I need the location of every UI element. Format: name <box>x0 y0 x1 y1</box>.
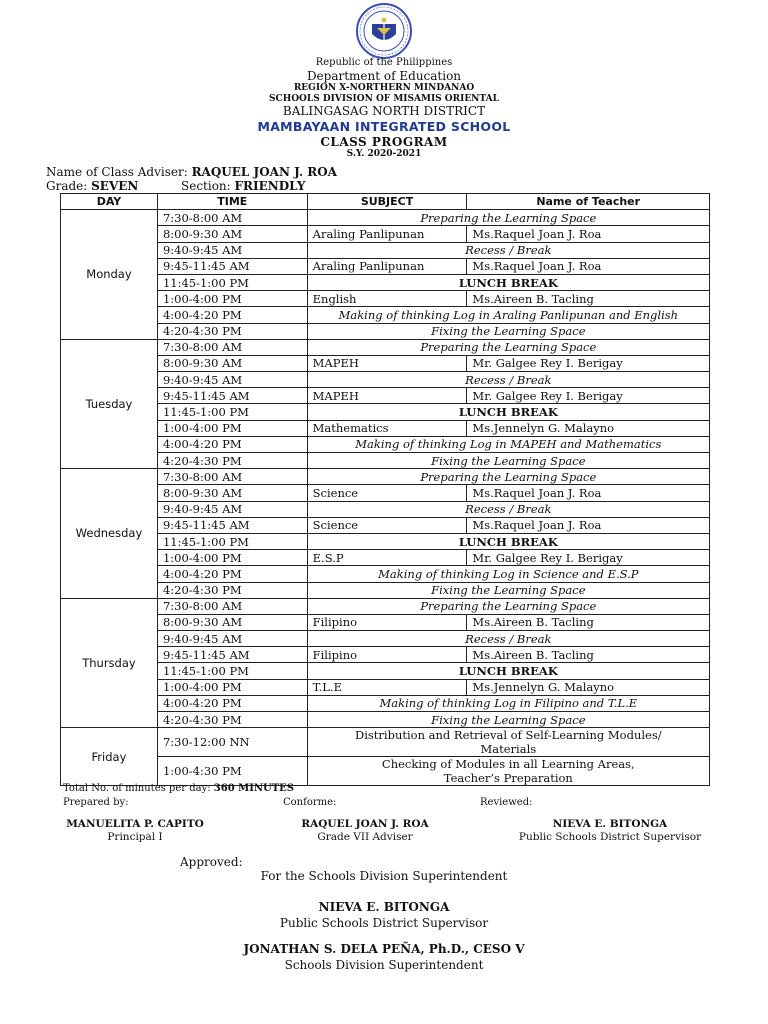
activity-cell: Making of thinking Log in MAPEH and Mathematics <box>307 436 709 452</box>
subject-cell: MAPEH <box>307 355 467 371</box>
deped-seal-icon <box>355 2 413 60</box>
table-row <box>61 258 710 274</box>
activity-cell: Making of thinking Log in Araling Panlipunan and English <box>307 307 709 323</box>
prepared-by-label: Prepared by: <box>63 797 129 808</box>
subject-cell: MAPEH <box>307 388 467 404</box>
activity-line: Checking of Modules in all Learning Areas, <box>381 757 635 772</box>
time-cell: 9:40-9:45 AM <box>157 242 307 258</box>
subject-cell: Filipino <box>307 614 467 630</box>
teacher-cell: Ms.Jennelyn G. Malayno <box>467 420 710 436</box>
time-cell: 4:20-4:30 PM <box>157 712 307 728</box>
header-teacher: Name of Teacher <box>467 194 710 210</box>
table-row <box>61 663 710 679</box>
document-header <box>0 57 768 160</box>
activity-cell: Preparing the Learning Space <box>307 210 709 226</box>
department-line: Department of Education <box>306 68 462 83</box>
time-cell: 11:45-1:00 PM <box>157 663 307 679</box>
teacher-cell: Ms.Raquel Joan J. Roa <box>467 258 710 274</box>
time-cell: 11:45-1:00 PM <box>157 533 307 549</box>
table-header-row <box>61 194 710 210</box>
time-cell: 1:00-4:00 PM <box>157 291 307 307</box>
table-row <box>61 323 710 339</box>
time-cell: 1:00-4:00 PM <box>157 420 307 436</box>
activity-cell: Making of thinking Log in Science and E.S.P <box>307 566 709 582</box>
total-label: Total No. of minutes per day: <box>63 783 214 794</box>
total-value: 360 MINUTES <box>213 783 295 794</box>
reviewer-signature <box>495 818 725 844</box>
approver-position: Public Schools District Supervisor <box>279 915 489 930</box>
table-row <box>61 501 710 517</box>
total-minutes <box>63 783 294 794</box>
time-cell: 8:00-9:30 AM <box>157 485 307 501</box>
superintendent-position: Schools Division Superintendent <box>284 957 484 972</box>
conforme-label: Conforme: <box>283 797 337 808</box>
teacher-cell: Ms.Raquel Joan J. Roa <box>467 517 710 533</box>
activity-cell: Fixing the Learning Space <box>307 582 709 598</box>
lunch-break-cell: LUNCH BREAK <box>307 274 709 290</box>
table-row <box>61 485 710 501</box>
time-cell: 1:00-4:00 PM <box>157 679 307 695</box>
subject-cell: T.L.E <box>307 679 467 695</box>
subject-cell: Filipino <box>307 647 467 663</box>
region-line: REGION X-NORTHERN MINDANAO <box>293 82 475 93</box>
time-cell: 7:30-8:00 AM <box>157 469 307 485</box>
day-cell: Friday <box>61 728 158 786</box>
grade-section-line <box>46 179 306 193</box>
activity-cell: Fixing the Learning Space <box>307 453 709 469</box>
table-row <box>61 757 710 786</box>
school-year: S.Y. 2020-2021 <box>346 149 422 160</box>
teacher-cell: Ms.Aireen B. Tacling <box>467 647 710 663</box>
time-cell: 1:00-4:30 PM <box>157 757 307 786</box>
lunch-break-cell: LUNCH BREAK <box>307 663 709 679</box>
activity-cell <box>307 757 709 786</box>
activity-line: Teacher’s Preparation <box>443 771 573 786</box>
table-row <box>61 388 710 404</box>
table-row <box>61 210 710 226</box>
time-cell: 4:20-4:30 PM <box>157 323 307 339</box>
table-row <box>61 517 710 533</box>
time-cell: 9:45-11:45 AM <box>157 388 307 404</box>
activity-cell: Preparing the Learning Space <box>307 598 709 614</box>
time-cell: 4:20-4:30 PM <box>157 582 307 598</box>
adviser-line <box>46 165 337 179</box>
teacher-cell: Ms.Raquel Joan J. Roa <box>467 485 710 501</box>
header-time: TIME <box>157 194 307 210</box>
time-cell: 9:40-9:45 AM <box>157 631 307 647</box>
time-cell: 9:45-11:45 AM <box>157 258 307 274</box>
time-cell: 4:00-4:20 PM <box>157 307 307 323</box>
time-cell: 4:20-4:30 PM <box>157 453 307 469</box>
subject-cell: English <box>307 291 467 307</box>
table-row <box>61 355 710 371</box>
table-row <box>61 307 710 323</box>
activity-cell: Preparing the Learning Space <box>307 469 709 485</box>
table-row <box>61 566 710 582</box>
reviewer-position: Public Schools District Supervisor <box>518 831 702 844</box>
grade-label: Grade: <box>46 179 92 193</box>
activity-cell: Making of thinking Log in Filipino and T.L.E <box>307 695 709 711</box>
principal-name: MANUELITA P. CAPITO <box>66 818 204 830</box>
adviser-position: Grade VII Adviser <box>317 831 413 844</box>
teacher-cell: Mr. Galgee Rey I. Berigay <box>467 550 710 566</box>
subject-cell: Mathematics <box>307 420 467 436</box>
table-row <box>61 598 710 614</box>
reviewed-label: Reviewed: <box>480 797 533 808</box>
activity-cell: Recess / Break <box>307 242 709 258</box>
time-cell: 11:45-1:00 PM <box>157 274 307 290</box>
adviser-name: RAQUEL JOAN J. ROA <box>191 165 337 179</box>
table-row <box>61 728 710 757</box>
day-cell: Thursday <box>61 598 158 728</box>
approved-for-line: For the Schools Division Superintendent <box>260 869 508 883</box>
section-label: Section: <box>181 179 235 193</box>
table-row <box>61 453 710 469</box>
time-cell: 7:30-8:00 AM <box>157 339 307 355</box>
table-row <box>61 550 710 566</box>
table-body <box>61 210 710 786</box>
time-cell: 4:00-4:20 PM <box>157 436 307 452</box>
table-row <box>61 631 710 647</box>
time-cell: 8:00-9:30 AM <box>157 355 307 371</box>
time-cell: 9:45-11:45 AM <box>157 647 307 663</box>
superintendent-name: JONATHAN S. DELA PEÑA, Ph.D., CESO V <box>243 942 525 956</box>
teacher-cell: Ms.Raquel Joan J. Roa <box>467 226 710 242</box>
subject-cell: Araling Panlipunan <box>307 226 467 242</box>
table-row <box>61 242 710 258</box>
table-row <box>61 372 710 388</box>
time-cell: 8:00-9:30 AM <box>157 226 307 242</box>
table-row <box>61 226 710 242</box>
header-subject: SUBJECT <box>307 194 467 210</box>
time-cell: 1:00-4:00 PM <box>157 550 307 566</box>
teacher-cell: Ms.Jennelyn G. Malayno <box>467 679 710 695</box>
adviser-label: Name of Class Adviser: <box>46 165 192 179</box>
table-row <box>61 695 710 711</box>
activity-line: Distribution and Retrieval of Self-Learning Modules/ <box>354 728 662 743</box>
activity-cell: Fixing the Learning Space <box>307 323 709 339</box>
school-name: MAMBAYAAN INTEGRATED SCHOOL <box>257 119 511 135</box>
subject-cell: Science <box>307 517 467 533</box>
time-cell: 7:30-8:00 AM <box>157 210 307 226</box>
table-row <box>61 274 710 290</box>
day-cell: Wednesday <box>61 469 158 599</box>
table-row <box>61 404 710 420</box>
time-cell: 7:30-8:00 AM <box>157 598 307 614</box>
table-row <box>61 291 710 307</box>
time-cell: 9:45-11:45 AM <box>157 517 307 533</box>
lunch-break-cell: LUNCH BREAK <box>307 533 709 549</box>
teacher-cell: Mr. Galgee Rey I. Berigay <box>467 355 710 371</box>
class-program-table <box>60 193 710 786</box>
time-cell: 8:00-9:30 AM <box>157 614 307 630</box>
time-cell: 11:45-1:00 PM <box>157 404 307 420</box>
activity-line: Materials <box>480 742 537 757</box>
activity-cell: Recess / Break <box>307 631 709 647</box>
adviser-signature <box>275 818 455 844</box>
table-row <box>61 712 710 728</box>
approved-label: Approved: <box>180 855 243 869</box>
section-value: FRIENDLY <box>234 179 306 193</box>
header-day: DAY <box>61 194 158 210</box>
subject-cell: Araling Panlipunan <box>307 258 467 274</box>
time-cell: 9:40-9:45 AM <box>157 372 307 388</box>
time-cell: 4:00-4:20 PM <box>157 695 307 711</box>
lunch-break-cell: LUNCH BREAK <box>307 404 709 420</box>
subject-cell: Science <box>307 485 467 501</box>
table-row <box>61 582 710 598</box>
day-cell: Tuesday <box>61 339 158 469</box>
table-row <box>61 679 710 695</box>
activity-cell: Recess / Break <box>307 501 709 517</box>
approver-signature <box>0 900 768 931</box>
teacher-cell: Mr. Galgee Rey I. Berigay <box>467 388 710 404</box>
grade-value: SEVEN <box>91 179 139 193</box>
table-row <box>61 420 710 436</box>
activity-cell: Recess / Break <box>307 372 709 388</box>
division-line: SCHOOLS DIVISION OF MISAMIS ORIENTAL <box>269 93 499 104</box>
table-row <box>61 614 710 630</box>
teacher-cell: Ms.Aireen B. Tacling <box>467 614 710 630</box>
reviewer-name: NIEVA E. BITONGA <box>552 818 668 830</box>
subject-cell: E.S.P <box>307 550 467 566</box>
superintendent-signature <box>0 942 768 973</box>
republic-line: Republic of the Philippines <box>315 57 453 68</box>
table-row <box>61 533 710 549</box>
approver-name: NIEVA E. BITONGA <box>318 900 450 914</box>
principal-signature <box>50 818 220 844</box>
activity-cell: Preparing the Learning Space <box>307 339 709 355</box>
district-line: BALINGASAG NORTH DISTRICT <box>282 104 486 119</box>
activity-cell <box>307 728 709 757</box>
table-row <box>61 647 710 663</box>
principal-position: Principal I <box>107 831 163 844</box>
time-cell: 7:30-12:00 NN <box>157 728 307 757</box>
table-row <box>61 469 710 485</box>
teacher-cell: Ms.Aireen B. Tacling <box>467 291 710 307</box>
activity-cell: Fixing the Learning Space <box>307 712 709 728</box>
document-title: CLASS PROGRAM <box>320 135 448 150</box>
time-cell: 4:00-4:20 PM <box>157 566 307 582</box>
table-row <box>61 436 710 452</box>
time-cell: 9:40-9:45 AM <box>157 501 307 517</box>
day-cell: Monday <box>61 210 158 340</box>
adviser-signature-name: RAQUEL JOAN J. ROA <box>301 818 429 830</box>
table-row <box>61 339 710 355</box>
